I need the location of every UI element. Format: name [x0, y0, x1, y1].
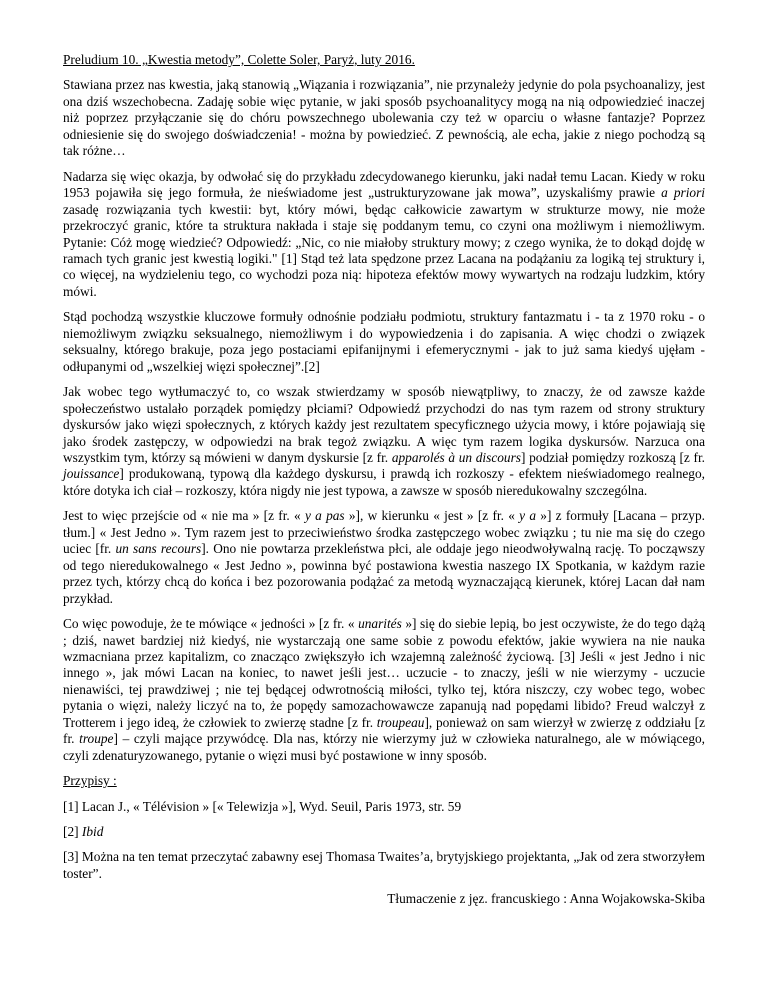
paragraph-2-italic-a-priori: a priori: [661, 185, 705, 201]
paragraph-5-italic-y-a: y a: [519, 508, 537, 524]
document-title: Preludium 10. „Kwestia metody”, Colette Soler, Paryż, luty 2016.: [63, 52, 415, 67]
paragraph-4-text-a: Jak wobec tego wytłumaczyć to, co wszak stwierdzamy w sposób niewątpliwy, to znaczy, że od zawsze każde społeczeństwo ustalało porządek pomiędzy płciami? Odpowiedź przychodzi do nas tym razem od strony struktury dyskursów jako więzi społecznych, z których każdy jest rezultatem specyficznego użycia mowy, i które pojawiają się jako środek zastępczy, w odpowiedzi na brak tegoż związku. A więc tym razem logika dyskursów. Narzuca ona wszystkim tym, którzy są mówieni w danym dyskursie [z fr.: [63, 384, 705, 465]
paragraph-6-italic-troupe: troupe: [79, 731, 114, 747]
paragraph-6-text-a: Co więc powoduje, że te mówiące « jedności » [z fr. «: [63, 616, 359, 632]
paragraph-1: Stawiana przez nas kwestia, jaką stanowią „Wiązania i rozwiązania”, nie przynależy jedynie do pola psychoanalizy, jest ona dziś wszechobecna. Zadaję sobie więc pytanie, w jaki sposób psychoanalitycy mogą na nią odpowiedzieć inaczej niż poprzez przyłączanie się do chóru powszechnego ubolewania czy też w oparciu o własne fantazje? Poprzez odniesienie się do swojego doświadczenia! - można by powiedzieć. Z pewnością, ale echa, jakie z niego pochodzą są tak różne…: [63, 77, 705, 159]
paragraph-6-text-g: ] – czyli mające przywódcę. Dla nas, którzy nie wierzymy już w człowieka naturalnego, ale w mówiącego, czyli zdenaturyzowanego, pytanie o więzi musi być postawione w inny sposób.: [63, 731, 705, 763]
translator-credit: Tłumaczenie z jęz. francuskiego : Anna Wojakowska-Skiba: [387, 891, 705, 907]
paragraph-4-text-e: ] produkowaną, typową dla każdego dyskursu, i prawdą ich rozkoszy - efektem nieświadomego realnego, które dotyka ich ciał – rozkoszy, która nigdy nie jest typowa, a zawsze w sposób nieredukowalny szczególna.: [63, 466, 705, 498]
paragraph-3: Stąd pochodzą wszystkie kluczowe formuły odnośnie podziału podmiotu, struktury fantazmatu i - ta z 1970 roku - o niemożliwym związku seksualnego, niemożliwym i do wypowiedzenia i do zapisania. A więc chodzi o związek seksualny, którego brakuje, poza jego postaciami epifanijnymi i efemerycznymi - jak to już sama kiedyś ujęłam - odłupanymi od „wszelkiej więzi społecznej”.[2]: [63, 309, 705, 374]
paragraph-6-text-e: ], ponieważ on sam wierzył w zwierzę z oddziału [z fr.: [63, 714, 705, 747]
paragraph-2: [63, 169, 705, 301]
footnote-2-number: [2]: [63, 824, 82, 840]
paragraph-4-italic-apparoles: apparolés à un discours: [391, 449, 521, 465]
footnote-2-ibid: Ibid: [81, 824, 104, 840]
paragraph-5-italic-y-a-pas: y a pas: [304, 508, 345, 524]
paragraph-5-text-a: Jest to więc przejście od « nie ma » [z fr. «: [63, 508, 305, 524]
paragraph-4-text-c: ] podział pomiędzy rozkoszą [z fr.: [520, 449, 705, 465]
footnote-1: [1] Lacan J., « Télévision » [« Telewizja »], Wyd. Seuil, Paris 1973, str. 59: [63, 798, 462, 814]
paragraph-6: [63, 616, 705, 764]
paragraph-5-text-g: ]. Ono nie powtarza przekleństwa płci, ale oddaje jego nieodwoływalną rację. To począwszy od tego nieredukowalnego « Jest Jedno », powinna być postawiona kwestia naszego IX Spotkania, w każdym razie przez tych, którzy chcą do końca i bez pozorowania podążać za metodą wyznaczającą kierunek, której Lacan dał nam przykład.: [63, 541, 705, 606]
paragraph-5-italic-un-sans-recours: un sans recours: [115, 541, 202, 557]
paragraph-5-text-e: »] z formuły [Lacana – przyp. tłum.] « Jest Jedno ». Tym razem jest to przeciwieństwo środka zastępczego wobec związku ; tu nie ma się do czego uciec [fr.: [63, 508, 705, 557]
paragraph-2-text-a: Nadarza się więc okazja, by odwołać się do przykładu zdecydowanego kierunku, jaki nadał temu Lacan. Kiedy w roku 1953 pojawiła się jego formuła, że nieświadome jest „ustrukturyzowane jak mowa”, uzyskaliśmy prawie: [63, 168, 705, 201]
footnote-2: [63, 824, 705, 840]
footnote-3: [3] Można na ten temat przeczytać zabawny esej Thomasa Twaites’a, brytyjskiego projektanta, „Jak od zera stworzyłem toster”.: [63, 849, 705, 881]
paragraph-5-text-c: »], w kierunku « jest » [z fr. «: [344, 508, 520, 524]
paragraph-4: [63, 384, 705, 499]
paragraph-5: [63, 508, 705, 607]
paragraph-6-text-c: »] się do siebie lepią, bo jest oczywiste, że do tego dążą ; dziś, nawet bardziej niż kiedyś, nie wystarczają one same sobie z powodu efektów, jakie wywiera na nie nauka wzmacniana przez kapitalizm, co znacząco zwiększyło ich wzajemną zależność życiową. [3] Jeśli « jest Jedno i nic innego », jak mówi Lacan na koniec, to nawet jeśli jest… uczucie - to znaczy, jeśli w nie wierzymy - uczucie nienawiści, tej prawdziwej ; nie tej będącej odwrotnością miłości, tylko tej, która niszczy, czy wobec tego, wobec pytania o więzi, należy liczyć na to, że popędy samozachowawcze zapanują nad popędami libido? Freud walczył z Trotterem i jego ideą, że człowiek to zwierzę stadne [z fr.: [63, 616, 706, 730]
paragraph-4-italic-jouissance: jouissance: [63, 466, 120, 482]
paragraph-2-text-c: zasadę rozwiązania tych kwestii: byt, który mówi, będąc całkowicie zawartym w strukturze mowy, nie może przekroczyć granic, które ta struktura nakłada i staje się poddanym temu, co czyni ona możliwym i niemożliwym. Pytanie: Cóż mogę wiedzieć? Odpowiedź: „Nic, co nie miałoby struktury mowy; z czego wynika, że to dokąd dojdę w ramach tych granic jest kwestią logiki." [1] Stąd też lata spędzone przez Lacana na podążaniu za logiką tej struktury i, co więcej, na wydzieleniu tego, co wychodzi poza nią: hipoteza efektów mowy wywartych na rodzaju ludzkim, który mówi.: [63, 201, 705, 299]
paragraph-6-italic-unarites: unarités: [358, 616, 402, 632]
paragraph-6-italic-troupeau: troupeau: [376, 714, 425, 730]
footnotes-title: Przypisy :: [63, 773, 117, 789]
